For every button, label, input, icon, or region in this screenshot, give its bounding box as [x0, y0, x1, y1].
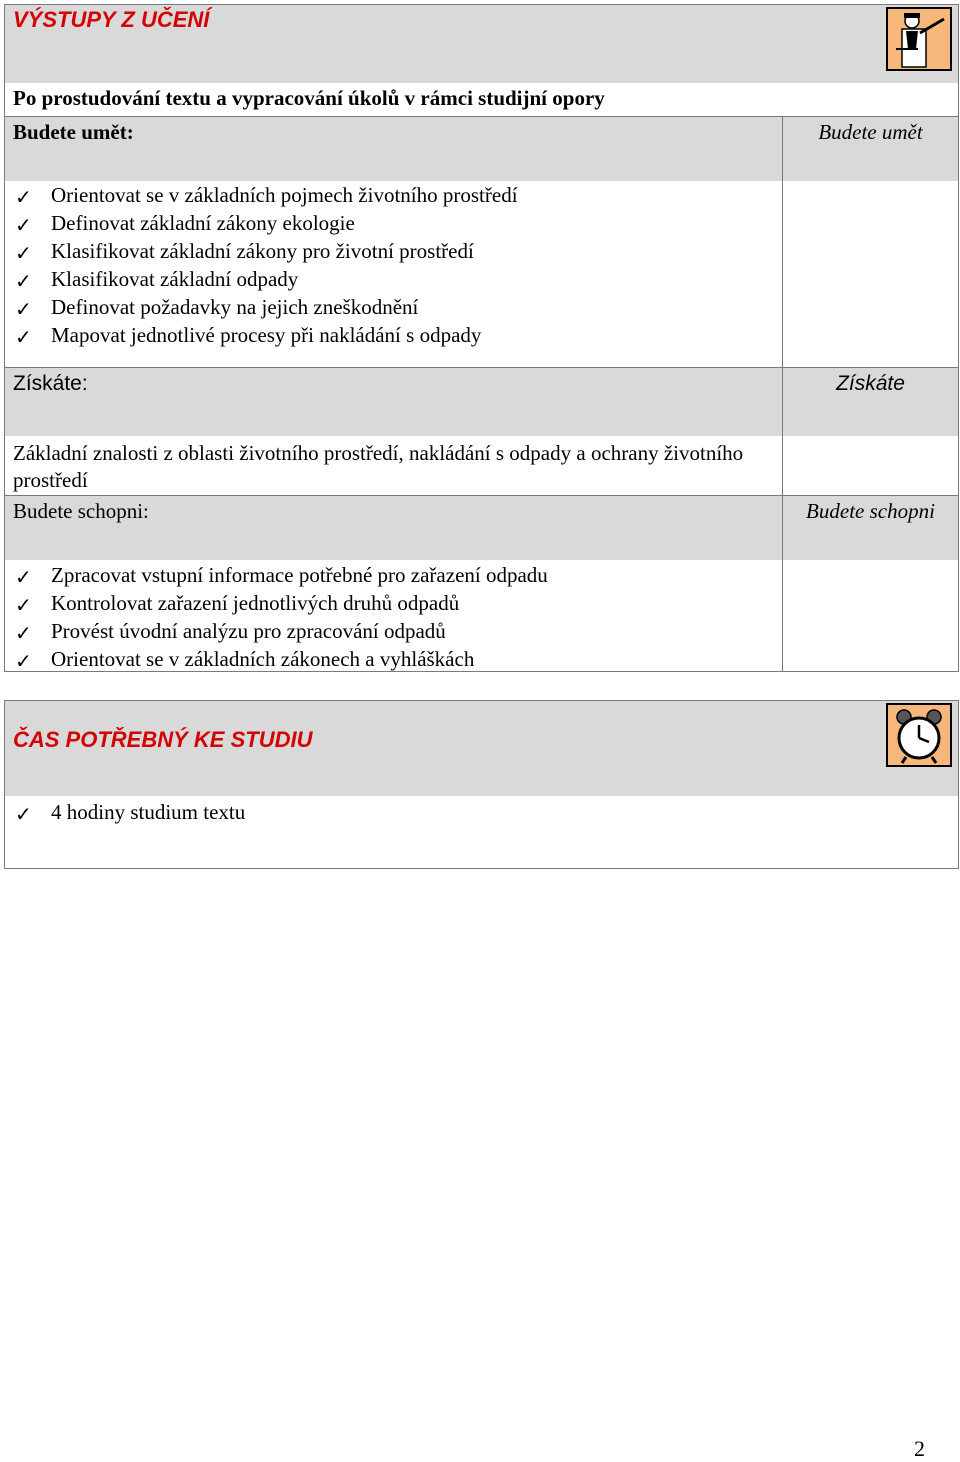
list-item	[13, 589, 548, 617]
list-item-text: Klasifikovat základní zákony pro životní prostředí	[51, 239, 474, 263]
able-margin-note: Budete schopni	[806, 499, 935, 523]
time-heading-row	[5, 701, 958, 796]
able-margin-cell	[782, 496, 958, 560]
skills-cell	[5, 181, 782, 367]
check-icon: ✓	[15, 621, 32, 645]
list-item-text: Kontrolovat zařazení jednotlivých druhů odpadů	[51, 591, 460, 615]
gain-label-cell	[5, 368, 782, 436]
list-item	[13, 293, 518, 321]
check-icon: ✓	[15, 593, 32, 617]
gain-margin-cell	[782, 368, 958, 436]
list-item	[13, 237, 518, 265]
outcomes-intro: Po prostudování textu a vypracování úkolů v rámci studijní opory	[13, 86, 605, 110]
list-item	[13, 617, 548, 645]
skills-list	[13, 181, 518, 349]
list-item	[13, 321, 518, 349]
check-icon: ✓	[15, 269, 32, 293]
check-icon: ✓	[15, 649, 32, 673]
skills-label-row	[5, 117, 958, 181]
able-label-row	[5, 496, 958, 560]
list-item	[13, 181, 518, 209]
able-margin-empty	[782, 560, 958, 671]
list-item-text: Definovat požadavky na jejich zneškodnění	[51, 295, 419, 319]
skills-margin-note: Budete umět	[818, 120, 923, 144]
study-time-box	[4, 700, 959, 869]
able-row	[5, 560, 958, 671]
list-item-text: 4 hodiny studium textu	[51, 800, 246, 824]
teacher-icon	[886, 7, 952, 71]
time-list-row	[5, 796, 958, 868]
skills-label: Budete umět:	[13, 120, 134, 144]
teacher-icon-graphic	[888, 9, 950, 69]
page-number: 2	[914, 1436, 925, 1461]
check-icon: ✓	[15, 297, 32, 321]
check-icon: ✓	[15, 241, 32, 265]
list-item-text: Orientovat se v základních zákonech a vyhláškách	[51, 647, 475, 671]
list-item-text: Mapovat jednotlivé procesy při nakládání s odpady	[51, 323, 482, 347]
check-icon: ✓	[15, 565, 32, 589]
list-item	[13, 645, 548, 673]
list-item-text: Orientovat se v základních pojmech životního prostředí	[51, 183, 518, 207]
outcomes-heading-row	[5, 5, 958, 83]
check-icon: ✓	[15, 185, 32, 209]
list-item	[13, 798, 245, 826]
list-item-text: Provést úvodní analýzu pro zpracování odpadů	[51, 619, 446, 643]
list-item-text: Definovat základní zákony ekologie	[51, 211, 355, 235]
time-list	[13, 798, 245, 826]
outcomes-heading: VÝSTUPY Z UČENÍ	[13, 7, 210, 32]
check-icon: ✓	[15, 213, 32, 237]
learning-outcomes-box	[4, 4, 959, 672]
list-item	[13, 209, 518, 237]
gain-text: Základní znalosti z oblasti životního prostředí, nakládání s odpady a ochrany životního prostředí	[13, 441, 744, 492]
skills-label-cell	[5, 117, 782, 181]
check-icon: ✓	[15, 325, 32, 349]
list-item-text: Zpracovat vstupní informace potřebné pro zařazení odpadu	[51, 563, 548, 587]
skills-margin-cell	[782, 117, 958, 181]
list-item	[13, 561, 548, 589]
gain-margin-note: Získáte	[836, 372, 905, 395]
skills-row	[5, 181, 958, 367]
skills-margin-empty	[782, 181, 958, 367]
list-item	[13, 265, 518, 293]
check-icon: ✓	[15, 802, 32, 826]
gain-cell	[5, 436, 782, 495]
able-list	[13, 561, 548, 673]
gain-row	[5, 436, 958, 495]
alarm-clock-icon-graphic	[888, 705, 950, 765]
gain-label-row	[5, 368, 958, 436]
gain-label: Získáte:	[13, 372, 88, 395]
time-heading: ČAS POTŘEBNÝ KE STUDIU	[13, 727, 313, 752]
gain-margin-empty	[782, 436, 958, 495]
able-label: Budete schopni:	[13, 499, 149, 523]
able-label-cell	[5, 496, 782, 560]
list-item-text: Klasifikovat základní odpady	[51, 267, 299, 291]
alarm-clock-icon	[886, 703, 952, 767]
outcomes-intro-row	[5, 83, 958, 116]
able-cell	[5, 560, 782, 671]
